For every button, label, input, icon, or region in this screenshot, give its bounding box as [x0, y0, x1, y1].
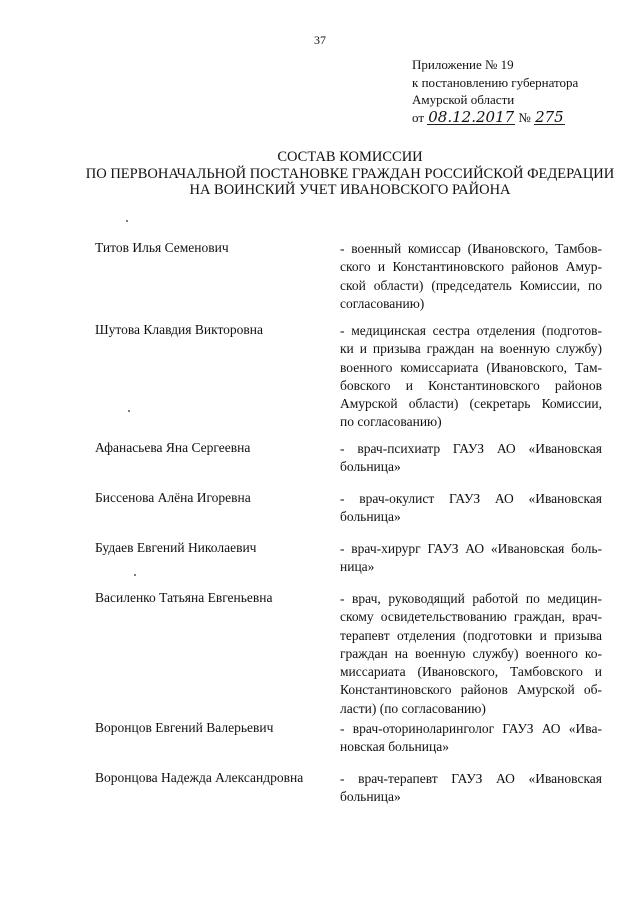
member-role [340, 440, 602, 477]
member-name: Будаев Евгений Николаевич [95, 540, 257, 555]
role-line: - врач-хирург ГАУЗ АО «Ивановская боль- [340, 541, 602, 556]
role-line: - врач-терапевт ГАУЗ АО «Ивановская [340, 771, 602, 786]
role-line: согласованию) [340, 295, 425, 311]
role-line: военного комиссариата (Ивановского, Там- [340, 359, 602, 375]
role-line: миссариата (Ивановского, Тамбовского и [340, 664, 602, 680]
appendix-line: Приложение № 19 [412, 57, 514, 72]
role-line: по согласованию) [340, 414, 442, 430]
page-number: 37 [314, 33, 326, 47]
role-line: новская больница» [340, 739, 449, 755]
member-role [340, 540, 602, 577]
role-line: - военный комиссар (Ивановского, Тамбов- [340, 241, 602, 256]
role-line: ской области) (председатель Комиссии, по [340, 277, 602, 293]
role-line: - медицинская сестра отделения (подготов- [340, 323, 602, 338]
appendix-header [412, 56, 578, 126]
scan-speck [128, 410, 130, 412]
scan-speck [134, 574, 136, 576]
handwritten-date: 08.12.2017 [428, 107, 515, 126]
member-name: Титов Илья Семенович [95, 240, 229, 255]
member-role [340, 322, 602, 432]
role-line: ки и призыва граждан на военную службу) [340, 341, 602, 357]
scan-speck [126, 220, 128, 222]
member-name: Воронцов Евгений Валерьевич [95, 720, 274, 735]
role-line: - врач-психиатр ГАУЗ АО «Ивановская [340, 441, 602, 456]
role-line: больница» [340, 509, 401, 525]
document-title [0, 149, 640, 199]
appendix-date-line [412, 109, 578, 127]
role-line: ласти) (по согласованию) [340, 700, 486, 716]
appendix-line: к постановлению губернатора [412, 74, 579, 90]
number-prefix: № [518, 109, 531, 125]
member-name: Шутова Клавдия Викторовна [95, 322, 264, 337]
member-name: Василенко Татьяна Евгеньевна [95, 590, 273, 605]
member-name: Биссенова Алёна Игоревна [95, 490, 251, 505]
member-name: Афанасьева Яна Сергеевна [95, 440, 251, 455]
member-role [340, 720, 602, 757]
member-role [340, 770, 602, 807]
role-line: граждан на военную службу) военного ко- [340, 645, 602, 661]
role-line: - врач, руководящий работой по медицин- [340, 591, 602, 606]
member-role [340, 490, 602, 527]
role-line: больница» [340, 459, 401, 475]
role-line: ского и Константиновского районов Амур- [340, 259, 602, 275]
role-line: - врач-окулист ГАУЗ АО «Ивановская [340, 491, 602, 506]
role-line: Константиновского районов Амурской об- [340, 682, 602, 698]
member-name: Воронцова Надежда Александровна [95, 770, 304, 785]
role-line: ница» [340, 559, 375, 575]
handwritten-number: 275 [535, 107, 564, 126]
role-line: Амурской области) (секретарь Комиссии, [340, 396, 602, 412]
date-prefix: от [412, 109, 425, 125]
role-line: - врач-оториноларинголог ГАУЗ АО «Ива- [340, 721, 602, 736]
role-line: больница» [340, 789, 401, 805]
title-line: ПО ПЕРВОНАЧАЛЬНОЙ ПОСТАНОВКЕ ГРАЖДАН РОССИЙСКОЙ ФЕДЕРАЦИИ [85, 165, 615, 182]
appendix-line: Амурской области [412, 92, 515, 107]
member-role [340, 590, 602, 718]
member-role [340, 240, 602, 313]
title-line: СОСТАВ КОМИССИИ [277, 149, 423, 165]
title-line: НА ВОИНСКИЙ УЧЕТ ИВАНОВСКОГО РАЙОНА [189, 182, 511, 198]
role-line: скому освидетельствованию граждан, врач- [340, 609, 602, 625]
role-line: терапевт отделения (подготовки и призыва [340, 627, 602, 643]
role-line: бовского и Константиновского районов [340, 377, 602, 393]
